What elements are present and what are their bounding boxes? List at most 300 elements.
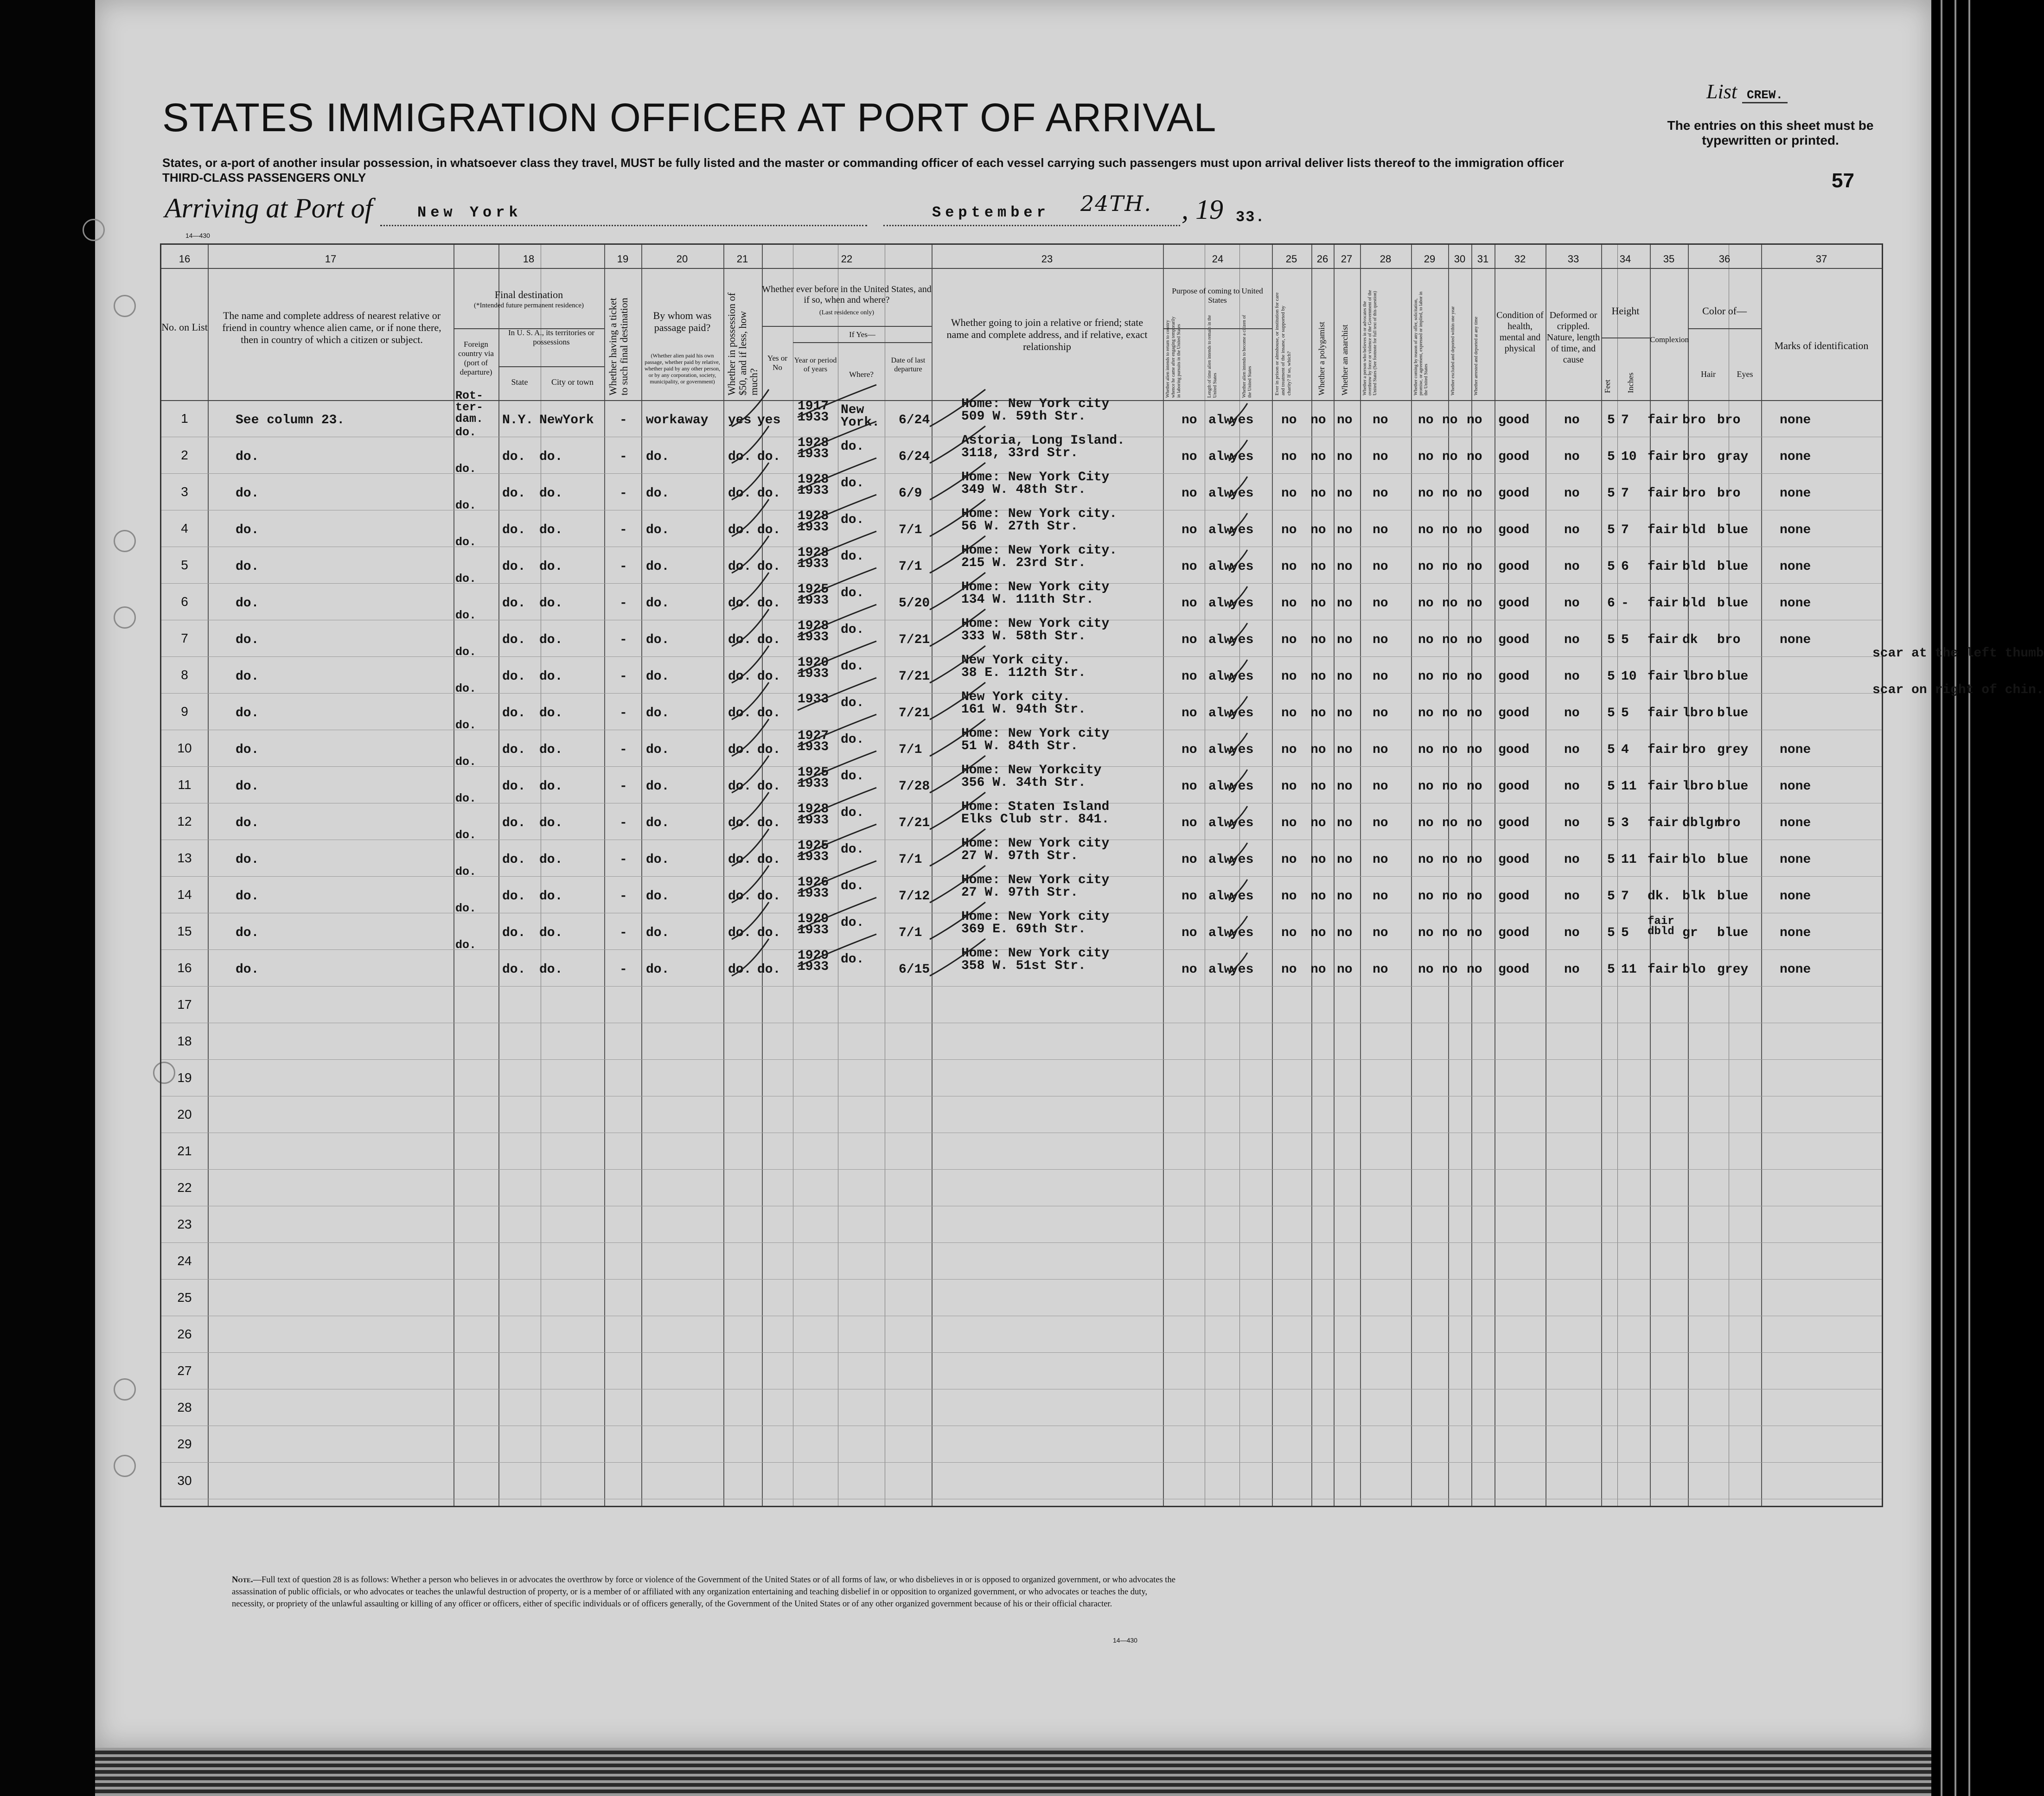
cell-c25: no: [1281, 853, 1297, 867]
cell-c29: no: [1418, 779, 1434, 794]
cell-addr1: Home: New York city: [961, 836, 1110, 851]
cell-fifty: do.: [728, 523, 752, 537]
row-divider: [161, 1242, 1882, 1243]
cell-addr2: 349 W. 48th Str.: [961, 483, 1086, 497]
cell-foreign: do.: [455, 865, 477, 879]
cell-p2: alw: [1208, 816, 1232, 830]
cell-paid: workaway: [646, 413, 709, 427]
cell-hair: bro: [1682, 486, 1706, 501]
cell-c28: no: [1373, 743, 1388, 757]
cell-p2: alw: [1208, 450, 1232, 464]
header-deformed: Deformed or crippled. Nature, length of time, and cause: [1546, 310, 1600, 365]
cell-state: do.: [502, 853, 526, 867]
row-number: 19: [177, 1070, 192, 1085]
port-underline: [380, 225, 867, 226]
cell-date: 7/1: [899, 523, 922, 537]
cell-year2: 1933: [798, 593, 829, 608]
header-where: Where?: [849, 370, 874, 379]
cell-marks: none: [1780, 523, 1811, 537]
cell-where: do.: [841, 916, 864, 930]
cell-c25: no: [1281, 926, 1297, 940]
cell-c25: no: [1281, 450, 1297, 464]
header-marks: Marks of identification: [1774, 340, 1869, 351]
row-number: 29: [177, 1437, 192, 1451]
cell-state: N.Y.: [502, 413, 534, 427]
cell-p3: yes: [1230, 523, 1254, 537]
cell-date: 6/24: [899, 413, 930, 427]
cell-health: good: [1498, 743, 1530, 757]
cell-feet: 5: [1607, 633, 1615, 647]
cell-addr2: 27 W. 97th Str.: [961, 849, 1079, 863]
cell-state: do.: [502, 450, 526, 464]
cell-c31: no: [1467, 560, 1482, 574]
cell-c17: do.: [236, 486, 259, 501]
row-divider: [161, 1169, 1882, 1170]
row-number: 2: [181, 448, 188, 462]
row-number: 20: [177, 1107, 192, 1121]
cell-addr1: Home: New York city: [961, 873, 1110, 887]
cell-where: do.: [841, 879, 864, 893]
cell-date: 7/21: [899, 706, 930, 720]
cell-year1: 1928: [798, 509, 829, 523]
cell-c26: no: [1310, 706, 1326, 720]
cell-feet: 5: [1607, 706, 1615, 720]
cell-ticket: -: [620, 413, 627, 427]
cell-state: do.: [502, 926, 526, 940]
cell-feet: 5: [1607, 450, 1615, 464]
cell-ticket: -: [620, 523, 627, 537]
cell-date: 7/1: [899, 926, 922, 940]
cell-year1: 1927: [798, 729, 829, 743]
col-number: 37: [1815, 253, 1827, 265]
cell-c30: no: [1442, 926, 1458, 940]
cell-c30: no: [1442, 560, 1458, 574]
cell-feet: 5: [1607, 926, 1615, 940]
cell-addr2: 369 E. 69th Str.: [961, 922, 1086, 936]
cell-hair: bld: [1682, 560, 1706, 574]
cell-c25: no: [1281, 816, 1297, 830]
cell-where: do.: [841, 769, 864, 783]
cell-city: do.: [539, 669, 563, 684]
cell-c29: no: [1418, 669, 1434, 684]
cell-c25: no: [1281, 706, 1297, 720]
cell-foreign: do.: [455, 902, 477, 915]
row-number: 1: [181, 411, 188, 426]
cell-c29: no: [1418, 962, 1434, 977]
cell-addr1: Home: New York city: [961, 580, 1110, 594]
cell-state: do.: [502, 743, 526, 757]
cell-c30: no: [1442, 743, 1458, 757]
cell-hair: bld: [1682, 523, 1706, 537]
cell-state: do.: [502, 962, 526, 977]
cell-c26: no: [1310, 560, 1326, 574]
cell-health: good: [1498, 633, 1530, 647]
cell-date: 6/15: [899, 962, 930, 977]
cell-where: do.: [841, 439, 864, 454]
cell-c25: no: [1281, 413, 1297, 427]
port-value: New York: [417, 204, 522, 221]
cell-state: do.: [502, 523, 526, 537]
header-state: State: [511, 377, 528, 387]
cell-yn: do.: [757, 596, 781, 611]
cell-c30: no: [1442, 633, 1458, 647]
cell-addr2: 215 W. 23rd Str.: [961, 556, 1086, 570]
cell-c31: no: [1467, 523, 1482, 537]
cell-c27: no: [1337, 889, 1353, 904]
cell-addr2: 509 W. 59th Str.: [961, 409, 1086, 424]
row-number: 7: [181, 631, 188, 645]
cell-hair: dblgr: [1682, 816, 1722, 830]
cell-c31: no: [1467, 816, 1482, 830]
cell-marks: none: [1780, 853, 1811, 867]
header-city: City or town: [551, 377, 594, 387]
header-passage-paid-note: (Whether alien paid his own passage, whether paid by relative, whether paid by any other person, or by any corporation, society, municipality, or government): [644, 352, 721, 385]
cell-marks: none: [1780, 560, 1811, 574]
cell-health: good: [1498, 669, 1530, 684]
typewritten-instructions: The entries on this sheet must be typewritten or printed.: [1667, 118, 1874, 147]
cell-addr2: 56 W. 27th Str.: [961, 519, 1079, 534]
header-purpose-length: Length of time alien intends to remain in the United States: [1207, 315, 1218, 398]
cell-city: do.: [539, 926, 563, 940]
footnote-label: Note.: [232, 1575, 253, 1585]
cell-year1: 1926: [798, 875, 829, 890]
row-number: 26: [177, 1327, 192, 1341]
binding-line: [1968, 0, 1970, 1796]
cell-inches: 3: [1621, 816, 1629, 830]
cell-c25: no: [1281, 669, 1297, 684]
cell-marks: none: [1780, 596, 1811, 611]
cell-state: do.: [502, 486, 526, 501]
row-divider: [161, 1352, 1882, 1353]
binding-line: [1955, 0, 1956, 1796]
cell-c26: no: [1310, 779, 1326, 794]
cell-complexion: fair: [1648, 413, 1679, 427]
cell-ticket: -: [620, 853, 627, 867]
cell-year1: 1928: [798, 472, 829, 487]
col-number: 22: [841, 253, 853, 265]
cell-inches: 7: [1621, 486, 1629, 501]
cell-health: good: [1498, 926, 1530, 940]
cell-c25: no: [1281, 633, 1297, 647]
cell-c28: no: [1373, 926, 1388, 940]
cell-inches: 10: [1621, 450, 1637, 464]
header-foreign-country: Foreign country via (port of departure): [458, 340, 494, 376]
cell-city: do.: [539, 560, 563, 574]
cell-p3: yes: [1230, 926, 1254, 940]
cell-ticket: -: [620, 450, 627, 464]
cell-where: do.: [841, 732, 864, 747]
cell-c31: no: [1467, 779, 1482, 794]
cell-eyes: blue: [1717, 779, 1749, 794]
cell-date: 6/24: [899, 450, 930, 464]
cell-feet: 6: [1607, 596, 1615, 611]
header-passage-paid: By whom was passage paid?: [653, 310, 712, 333]
cell-c29: no: [1418, 596, 1434, 611]
cell-c31: no: [1467, 486, 1482, 501]
cell-deformed: no: [1564, 743, 1580, 757]
cell-deformed: no: [1564, 523, 1580, 537]
header-excluded: Whether excluded and deported within one year: [1450, 306, 1456, 395]
cell-year2: 1933: [798, 813, 829, 828]
cell-year2: 1933: [798, 447, 829, 461]
cell-eyes: blue: [1717, 853, 1749, 867]
punch-hole: [114, 1378, 136, 1401]
cell-health: good: [1498, 779, 1530, 794]
cell-inches: 5: [1621, 633, 1629, 647]
row-number: 10: [177, 741, 192, 755]
row-number: 14: [177, 887, 192, 902]
cell-hair: bro: [1682, 743, 1706, 757]
cell-c28: no: [1373, 486, 1388, 501]
cell-c29: no: [1418, 743, 1434, 757]
form-code: 14—430: [185, 232, 210, 239]
col-number: 30: [1454, 253, 1466, 265]
cell-marks: none: [1780, 816, 1811, 830]
cell-ticket: -: [620, 889, 627, 904]
cell-c26: no: [1310, 486, 1326, 501]
row-divider: [161, 1462, 1882, 1463]
footnote: [232, 1574, 1178, 1610]
cell-addr1: New York city.: [961, 690, 1071, 704]
row-number: 5: [181, 558, 188, 572]
cell-foreign: do.: [455, 645, 477, 659]
cell-c30: no: [1442, 486, 1458, 501]
cell-addr2: 27 W. 97th Str.: [961, 885, 1079, 900]
cell-marks: none: [1780, 486, 1811, 501]
cell-p2: alw: [1208, 853, 1232, 867]
cell-date: 7/1: [899, 743, 922, 757]
cell-marks: scar on right of chin.: [1872, 683, 2044, 697]
punch-hole: [28, 220, 50, 242]
cell-p3: yes: [1230, 669, 1254, 684]
cell-paid: do.: [646, 450, 670, 464]
cell-marks: none: [1780, 413, 1811, 427]
cell-date: 7/1: [899, 853, 922, 867]
cell-c17: do.: [236, 450, 259, 464]
cell-where: do.: [841, 952, 864, 967]
cell-foreign: do.: [455, 719, 477, 732]
cell-feet: 5: [1607, 743, 1615, 757]
cell-complexion: fair: [1648, 853, 1679, 867]
cell-c17: See column 23.: [236, 413, 345, 427]
cell-c27: no: [1337, 450, 1353, 464]
cell-addr2: 51 W. 84th Str.: [961, 739, 1079, 753]
list-value: CREW.: [1742, 88, 1788, 103]
cell-addr1: New York city.: [961, 653, 1071, 668]
cell-c29: no: [1418, 413, 1434, 427]
row-number: 30: [177, 1473, 192, 1488]
header-health: Condition of health, mental and physical: [1496, 310, 1544, 354]
cell-c28: no: [1373, 779, 1388, 794]
header-ever-before: Whether ever before in the United States, and if so, when and where?: [762, 284, 932, 305]
cell-deformed: no: [1564, 596, 1580, 611]
cell-c17: do.: [236, 596, 259, 611]
cell-paid: do.: [646, 779, 670, 794]
cell-complexion: fair: [1648, 669, 1679, 684]
cell-year1: 1928: [798, 436, 829, 450]
punch-hole: [114, 530, 136, 552]
cell-health: good: [1498, 413, 1530, 427]
cell-feet: 5: [1607, 889, 1615, 904]
cell-c31: no: [1467, 743, 1482, 757]
cell-p3: yes: [1230, 816, 1254, 830]
cell-c31: no: [1467, 633, 1482, 647]
form-title: STATES IMMIGRATION OFFICER AT PORT OF ARRIVAL: [162, 96, 1217, 140]
cell-p2: alw: [1208, 523, 1232, 537]
cell-fifty: do.: [728, 706, 752, 720]
cell-fifty: do.: [728, 743, 752, 757]
row-number: 8: [181, 668, 188, 682]
cell-foreign: do.: [455, 792, 477, 805]
cell-c27: no: [1337, 962, 1353, 977]
cell-year2: 1933: [798, 410, 829, 425]
cell-fifty: do.: [728, 926, 752, 940]
cell-p2: alw: [1208, 633, 1232, 647]
cell-complexion: fair: [1648, 633, 1679, 647]
cell-p1: no: [1182, 560, 1197, 574]
row-number: 18: [177, 1034, 192, 1048]
cell-c25: no: [1281, 596, 1297, 611]
cell-c17: do.: [236, 816, 259, 830]
cell-c25: no: [1281, 560, 1297, 574]
cell-fifty: yes: [728, 413, 752, 427]
cell-yn: do.: [757, 962, 781, 977]
cell-foreign: do.: [455, 499, 477, 512]
header-polygamist: Whether a polygamist: [1317, 322, 1326, 395]
cell-complexion: fair: [1648, 596, 1679, 611]
cell-c27: no: [1337, 926, 1353, 940]
cell-feet: 5: [1607, 669, 1615, 684]
punch-hole: [114, 295, 136, 317]
cell-p1: no: [1182, 962, 1197, 977]
cell-eyes: bro: [1717, 413, 1741, 427]
cell-complexion: fair dbld: [1648, 915, 1674, 938]
cell-fifty: do.: [728, 450, 752, 464]
cell-deformed: no: [1564, 413, 1580, 427]
cell-year1: 1928: [798, 546, 829, 560]
header-in-usa: In U. S. A., its territories or possessions: [508, 328, 595, 346]
cell-date: 7/21: [899, 633, 930, 647]
cell-inches: 11: [1621, 779, 1637, 794]
col-number: 32: [1514, 253, 1526, 265]
cell-health: good: [1498, 596, 1530, 611]
subtitle-class-line: THIRD-CLASS PASSENGERS ONLY: [162, 171, 366, 185]
cell-feet: 5: [1607, 962, 1615, 977]
cell-yn: do.: [757, 816, 781, 830]
cell-paid: do.: [646, 962, 670, 977]
cell-addr2: 358 W. 51st Str.: [961, 959, 1086, 973]
cell-c31: no: [1467, 596, 1482, 611]
cell-p2: alw: [1208, 413, 1232, 427]
cell-state: do.: [502, 816, 526, 830]
cell-ticket: -: [620, 743, 627, 757]
header-year: Year or period of years: [794, 357, 837, 373]
cell-c17: do.: [236, 889, 259, 904]
cell-c27: no: [1337, 816, 1353, 830]
cell-ticket: -: [620, 926, 627, 940]
row-number: 9: [181, 704, 188, 719]
cell-c26: no: [1310, 596, 1326, 611]
cell-yn: do.: [757, 889, 781, 904]
cell-c30: no: [1442, 816, 1458, 830]
cell-year1: 1933: [798, 692, 829, 707]
page-number: 57: [1832, 169, 1854, 192]
cell-hair: blk: [1682, 889, 1706, 904]
cell-where: do.: [841, 476, 864, 490]
col-number: 24: [1212, 253, 1224, 265]
cell-complexion: fair: [1648, 779, 1679, 794]
cell-eyes: blue: [1717, 926, 1749, 940]
cell-c26: no: [1310, 413, 1326, 427]
header-purpose-citizen: Whether alien intends to become a citizen of the United States: [1242, 315, 1252, 398]
cell-health: good: [1498, 450, 1530, 464]
cell-inches: 6: [1621, 560, 1629, 574]
cell-c28: no: [1373, 889, 1388, 904]
cell-foreign: do.: [455, 609, 477, 622]
year-prefix: , 19: [1182, 194, 1223, 225]
cell-marks: none: [1780, 633, 1811, 647]
cell-fifty: do.: [728, 669, 752, 684]
cell-year1: 1925: [798, 839, 829, 853]
cell-city: do.: [539, 889, 563, 904]
cell-eyes: blue: [1717, 523, 1749, 537]
cell-c25: no: [1281, 779, 1297, 794]
cell-yn: do.: [757, 853, 781, 867]
cell-city: do.: [539, 486, 563, 501]
row-number: 23: [177, 1217, 192, 1231]
cell-p3: yes: [1230, 450, 1254, 464]
binding-line: [1941, 0, 1942, 1796]
cell-c28: no: [1373, 962, 1388, 977]
cell-c26: no: [1310, 523, 1326, 537]
cell-c26: no: [1310, 450, 1326, 464]
row-number: 6: [181, 594, 188, 609]
cell-c25: no: [1281, 486, 1297, 501]
cell-yn: yes: [757, 413, 781, 427]
cell-complexion: fair: [1648, 523, 1679, 537]
cell-c25: no: [1281, 743, 1297, 757]
header-fifty-dollars: Whether in possession of $50, and if less, how much?: [726, 293, 760, 395]
form-subtitle: [162, 155, 1564, 185]
cell-c27: no: [1337, 560, 1353, 574]
cell-ticket: -: [620, 779, 627, 794]
cell-year2: 1933: [798, 484, 829, 498]
row-number: 11: [178, 777, 192, 792]
cell-inches: -: [1621, 596, 1629, 611]
cell-year2: 1933: [798, 630, 829, 644]
row-number: 13: [177, 851, 192, 865]
cell-feet: 5: [1607, 486, 1615, 501]
cell-c30: no: [1442, 450, 1458, 464]
cell-paid: do.: [646, 743, 670, 757]
header-prison: Ever in prison or almshouse, or institution for care and treatment of the insane, or supported by charity? If so, which?: [1274, 292, 1292, 395]
cell-marks: none: [1780, 743, 1811, 757]
cell-marks: none: [1780, 926, 1811, 940]
cell-foreign: do.: [455, 755, 477, 769]
row-number: 21: [177, 1144, 192, 1158]
cell-year2: 1933: [798, 923, 829, 937]
cell-yn: do.: [757, 523, 781, 537]
cell-year1: 1928: [798, 802, 829, 816]
cell-paid: do.: [646, 816, 670, 830]
cell-inches: 11: [1621, 962, 1637, 977]
cell-c27: no: [1337, 486, 1353, 501]
cell-p2: alw: [1208, 596, 1232, 611]
row-number: 22: [177, 1180, 192, 1195]
header-color: Color of—: [1702, 305, 1747, 317]
cell-c29: no: [1418, 560, 1434, 574]
cell-hair: bro: [1682, 450, 1706, 464]
